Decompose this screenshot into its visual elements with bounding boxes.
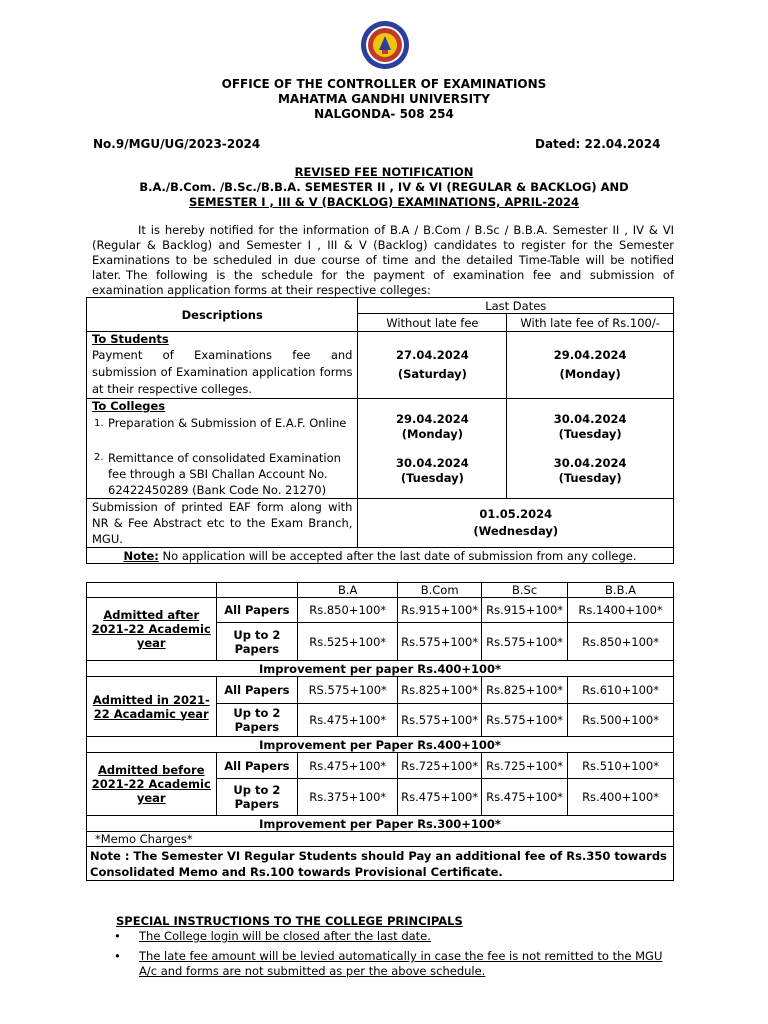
improvement-fee: Improvement per paper Rs.400+100* [87,661,674,677]
fee-note: Note : The Semester VI Regular Students should Pay an additional fee of Rs.350 towards Consolidated Memo and Rs.100 towards Provisional Certificate. [87,847,674,881]
schedule-table [86,297,674,564]
improvement-row [87,816,674,832]
fee-amount-cell: Rs.850+100* [298,598,398,623]
fee-amount-cell: Rs.475+100* [482,779,568,816]
table-row [87,499,674,548]
improvement-row [87,737,674,753]
colleges-dates-with-late-fee: 30.04.2024 (Tuesday) 30.04.2024 (Tuesday) [507,399,674,499]
table-row [87,677,674,704]
descriptions-header: Descriptions [87,298,358,332]
fee-amount-cell: Rs.1400+100* [568,598,674,623]
fee-amount-cell: Rs.850+100* [568,623,674,661]
notification-subtitle-1: B.A./B.Com. /B.Sc./B.B.A. SEMESTER II , IV & VI (REGULAR & BACKLOG) AND [139,180,629,194]
list-item: 2. Remittance of consolidated Examination fee through a SBI Challan Account No. 62422450289 (Bank Code No. 21270) [94,451,341,497]
last-dates-header: Last Dates [358,298,674,314]
paper-type-label: All Papers [216,677,298,704]
intro-paragraph: It is hereby notified for the information of B.A / B.Com / B.Sc / B.B.A. Semester II , IV & VI (Regular & Backlog) and Semester I , III & V (Backlog) candidates to register for the Semester Examinations to be scheduled in due course of time and the detailed Time-Table will be notified later. [92,223,674,282]
paper-type-label: All Papers [216,598,298,623]
paper-type-label: Up to 2 Papers [216,623,298,661]
students-text: Payment of Examinations fee and submission of Examination application forms at their respective colleges. [92,348,353,396]
fee-amount-cell: Rs.825+100* [398,677,482,704]
submission-description: Submission of printed EAF form along with NR & Fee Abstract etc to the Exam Branch, MGU. [87,499,358,548]
notification-subtitle-2: SEMESTER I , III & V (BACKLOG) EXAMINATIONS, APRIL-2024 [188,195,580,209]
improvement-row [87,661,674,677]
fee-amount-cell: Rs.610+100* [568,677,674,704]
fee-column-header: B.Com [398,583,482,598]
university-seal-logo [360,20,410,70]
schedule-intro-paragraph: The following is the schedule for the payment of examination fee and submission of examination application forms at their respective colleges: [92,268,674,297]
memo-row [87,832,674,847]
fee-amount-cell: Rs.575+100* [482,623,568,661]
fee-header-blank [216,583,298,598]
colleges-dates-without-late-fee: 29.04.2024 (Monday) 30.04.2024 (Tuesday) [358,399,507,499]
fee-amount-cell: Rs.575+100* [482,704,568,737]
paper-type-label: All Papers [216,753,298,779]
table-row [87,753,674,779]
students-date-without-late-fee: 27.04.2024 (Saturday) [358,332,507,399]
students-date-with-late-fee: 29.04.2024 (Monday) [507,332,674,399]
table-row [87,598,674,623]
fee-amount-cell: Rs.725+100* [482,753,568,779]
instruction-item: • The College login will be closed after the last date. [114,929,431,943]
fee-amount-cell: Rs.725+100* [398,753,482,779]
colleges-heading: To Colleges [92,399,166,413]
with-late-fee-header: With late fee of Rs.100/- [507,314,674,332]
instruction-item: • The late fee amount will be levied automatically in case the fee is not remitted to the MGU A/c and forms are not submitted as per the above schedule. [114,949,663,978]
colleges-description [87,399,358,499]
admission-group-label: Admitted after 2021-22 Academic year [87,598,217,661]
without-late-fee-header: Without late fee [358,314,507,332]
fee-header-blank [87,583,217,598]
paper-type-label: Up to 2 Papers [216,704,298,737]
fee-amount-cell: Rs.475+100* [298,704,398,737]
improvement-fee: Improvement per Paper Rs.400+100* [87,737,674,753]
paper-type-label: Up to 2 Papers [216,779,298,816]
fee-header-row [87,583,674,598]
fee-amount-cell: RS.575+100* [298,677,398,704]
fee-column-header: B.B.A [568,583,674,598]
fee-note-row [87,847,674,881]
memo-charges: *Memo Charges* [87,832,674,847]
table-row [87,399,674,499]
list-item: 1. Preparation & Submission of E.A.F. Online [94,416,347,430]
fee-amount-cell: Rs.375+100* [298,779,398,816]
fee-amount-cell: Rs.575+100* [398,704,482,737]
table-row [87,548,674,564]
university-address: NALGONDA- 508 254 [314,107,454,121]
reference-number: No.9/MGU/UG/2023-2024 [93,137,261,151]
university-name: MAHATMA GANDHI UNIVERSITY [277,92,490,106]
admission-group-label: Admitted in 2021-22 Acadamic year [87,677,217,737]
fee-amount-cell: Rs.500+100* [568,704,674,737]
fee-amount-cell: Rs.575+100* [398,623,482,661]
table-row [87,332,674,399]
admission-group-label: Admitted before 2021-22 Academic year [87,753,217,816]
students-heading: To Students [92,332,169,346]
fee-amount-cell: Rs.915+100* [398,598,482,623]
fee-amount-cell: Rs.400+100* [568,779,674,816]
fee-amount-cell: Rs.475+100* [298,753,398,779]
submission-date: 01.05.2024 (Wednesday) [358,499,674,548]
fee-amount-cell: Rs.525+100* [298,623,398,661]
improvement-fee: Improvement per Paper Rs.300+100* [87,816,674,832]
schedule-note: Note: No application will be accepted after the last date of submission from any college. [87,548,674,564]
notification-title: REVISED FEE NOTIFICATION [294,165,474,179]
fee-amount-cell: Rs.475+100* [398,779,482,816]
fee-column-header: B.A [298,583,398,598]
fee-amount-cell: Rs.825+100* [482,677,568,704]
fee-table [86,582,674,881]
fee-amount-cell: Rs.510+100* [568,753,674,779]
notification-date: Dated: 22.04.2024 [535,137,661,151]
fee-amount-cell: Rs.915+100* [482,598,568,623]
students-description [87,332,358,399]
instructions-heading: SPECIAL INSTRUCTIONS TO THE COLLEGE PRINCIPALS [116,914,463,928]
fee-column-header: B.Sc [482,583,568,598]
office-title: OFFICE OF THE CONTROLLER OF EXAMINATIONS [221,77,547,91]
